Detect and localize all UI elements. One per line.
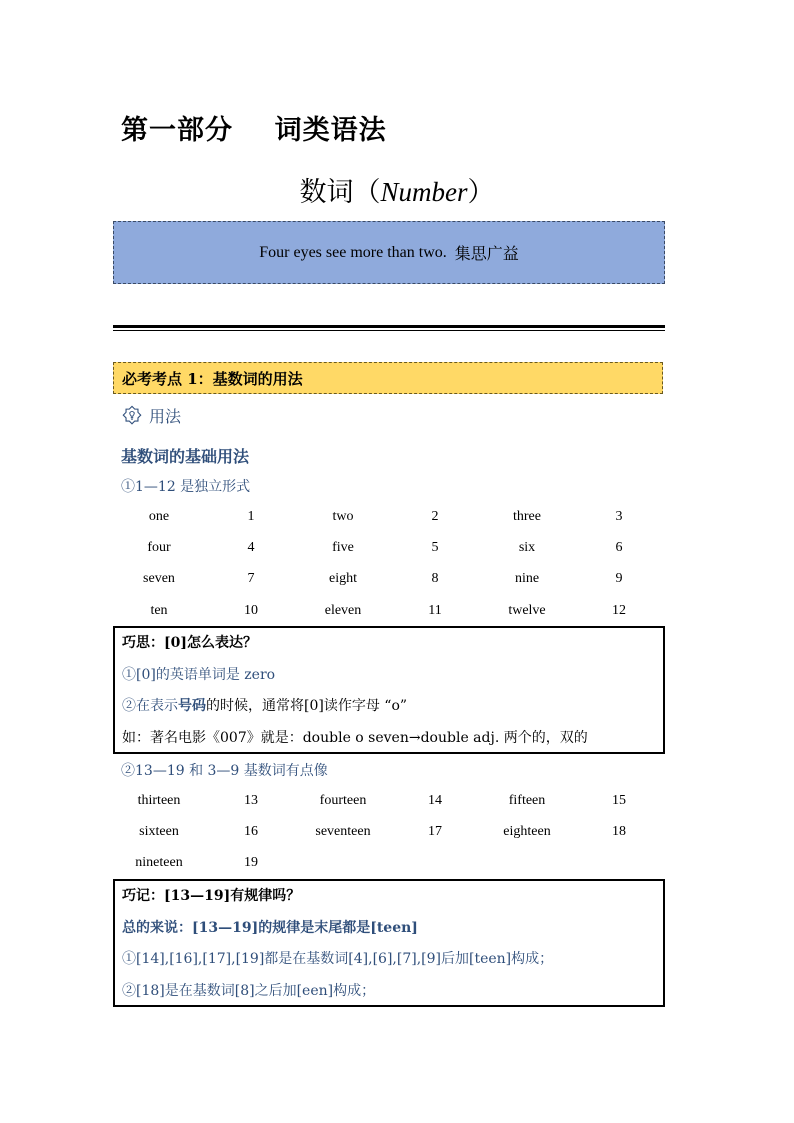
- point-1-12: ①1—12 是独立形式: [121, 479, 251, 495]
- table-cell: 14: [428, 792, 442, 808]
- tip-line: ②[18]是在基数词[8]之后加[een]构成；: [122, 982, 376, 999]
- tip-box-teen: [113, 879, 665, 1007]
- tip-line: ①[14],[16],[17],[19]都是在基数词[4],[6],[7],[9]后加[teen]构成；: [122, 951, 554, 967]
- chapter-title-en: Number: [380, 177, 468, 207]
- tip-text: ②在表示: [122, 698, 178, 714]
- number-table-1-12: [113, 501, 665, 626]
- table-cell: fifteen: [508, 792, 546, 808]
- table-cell: 11: [428, 602, 442, 618]
- motto-zh: 集思广益: [454, 244, 519, 263]
- tip-line: ①[0]的英语单词是 zero: [122, 666, 276, 683]
- part-title: 第一部分 词类语法: [121, 115, 387, 146]
- table-cell: one: [148, 508, 170, 524]
- chapter-title-close: ）: [467, 177, 495, 208]
- divider-thin: [113, 330, 665, 331]
- motto-en: Four eyes see more than two.: [259, 243, 447, 261]
- chapter-title-zh: 数词（: [299, 177, 381, 208]
- table-cell: eleven: [324, 602, 362, 618]
- table-cell: 13: [244, 792, 258, 808]
- usage-heading: [121, 404, 181, 427]
- table-cell: 1: [247, 508, 255, 524]
- table-cell: three: [513, 508, 541, 524]
- table-row: [113, 595, 665, 626]
- table-cell: 18: [612, 823, 626, 839]
- table-cell: sixteen: [139, 823, 179, 839]
- table-cell: 17: [428, 823, 442, 839]
- table-cell: ten: [150, 602, 168, 618]
- table-row: [113, 501, 665, 532]
- table-cell: 12: [612, 602, 626, 618]
- table-cell: 4: [247, 539, 255, 555]
- table-cell: twelve: [508, 602, 546, 618]
- table-cell: six: [518, 539, 536, 555]
- table-row: [113, 564, 665, 595]
- tip-box-zero: [113, 626, 665, 754]
- table-cell: fourteen: [319, 792, 367, 808]
- table-cell: four: [147, 539, 171, 555]
- table-cell: 6: [615, 539, 623, 555]
- table-cell: 10: [244, 602, 258, 618]
- table-cell: seventeen: [315, 823, 371, 839]
- usage-label: 用法: [149, 407, 182, 426]
- table-cell: 9: [615, 571, 623, 587]
- tip-title: 巧思：[0]怎么表达？: [122, 635, 257, 651]
- divider-thick: [113, 325, 665, 328]
- point-13-19: ②13—19 和 3—9 基数词有点像: [121, 763, 328, 779]
- motto-box: [113, 221, 665, 284]
- tip-line: [122, 691, 656, 723]
- table-cell: 3: [615, 508, 623, 524]
- table-row: [113, 816, 665, 847]
- table-cell: eighteen: [503, 823, 551, 839]
- table-cell: 2: [431, 508, 439, 524]
- key-point-label: 必考考点 1：基数词的用法: [122, 369, 303, 388]
- tip-emphasis: 号码: [178, 698, 206, 714]
- tip-title: 巧记：[13—19]有规律吗？: [122, 888, 301, 904]
- table-cell: two: [332, 508, 354, 524]
- section-subheading: 基数词的基础用法: [121, 447, 250, 466]
- table-row: [113, 785, 665, 816]
- table-cell: eight: [329, 571, 357, 587]
- table-cell: 16: [244, 823, 258, 839]
- chapter-title: [0, 170, 794, 209]
- table-cell: 15: [612, 792, 626, 808]
- table-cell: 7: [247, 571, 255, 587]
- tip-line: 如：著名电影《007》就是：double o seven→double adj. 两个的，双的: [122, 729, 588, 746]
- tip-line: 总的来说：[13—19]的规律是末尾都是[teen]: [122, 919, 418, 936]
- lightbulb-icon: [121, 405, 143, 427]
- table-cell: 8: [431, 571, 439, 587]
- table-cell: five: [332, 539, 354, 555]
- number-table-13-19: [113, 785, 665, 879]
- table-row: [113, 532, 665, 563]
- table-cell: nineteen: [135, 855, 183, 871]
- table-row: [113, 848, 665, 879]
- tip-text: 的时候，通常将[0]读作字母 “o”: [206, 698, 408, 714]
- table-cell: seven: [143, 571, 175, 587]
- table-cell: nine: [514, 571, 540, 587]
- table-cell: thirteen: [137, 792, 181, 808]
- table-cell: 5: [431, 539, 439, 555]
- table-cell: 19: [244, 855, 258, 871]
- key-point-banner: [113, 362, 663, 394]
